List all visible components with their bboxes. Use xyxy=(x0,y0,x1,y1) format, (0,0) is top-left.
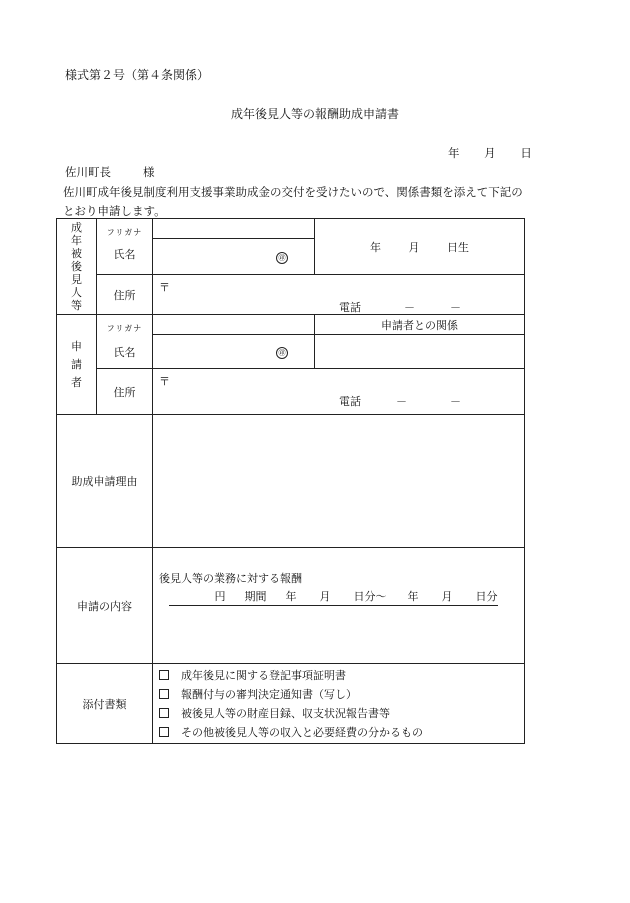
ward-phone-dash1: － xyxy=(404,301,415,314)
attachment-item[interactable]: 報酬付与の審判決定通知書（写し） xyxy=(153,685,524,704)
ward-address-field[interactable] xyxy=(153,275,525,315)
addressee xyxy=(65,164,155,180)
ward-furigana-label: フリガナ xyxy=(106,228,143,237)
vertical-label-char: 見 xyxy=(71,273,82,286)
attachment-item[interactable]: 成年後見に関する登記事項証明書 xyxy=(153,666,524,685)
intro-text: 佐川町成年後見制度利用支援事業助成金の交付を受けたいので、関係書類を添えて下記のとおり申請します。 xyxy=(63,185,523,218)
addressee-honorific: 様 xyxy=(143,165,155,179)
applicant-furigana-field[interactable] xyxy=(153,315,315,335)
ward-phone-dash2: － xyxy=(450,301,461,314)
applicant-phone-label: 電話 xyxy=(339,395,361,408)
birth-year: 年 xyxy=(370,240,381,254)
vertical-label-char: 等 xyxy=(71,299,82,312)
vertical-label-char: 被 xyxy=(71,247,82,260)
attachment-item[interactable]: その他被後見人等の収入と必要経費の分かるもの xyxy=(153,723,524,742)
attachment-item[interactable]: 被後見人等の財産目録、収支状況報告書等 xyxy=(153,704,524,723)
content-month1: 月 xyxy=(319,590,331,603)
checkbox-icon[interactable] xyxy=(159,708,169,718)
ward-name-field[interactable] xyxy=(153,239,315,275)
reason-field[interactable] xyxy=(153,415,525,548)
attachments-label: 添付書類 xyxy=(57,664,153,744)
content-day1: 日分～ xyxy=(353,590,387,603)
applicant-address-label: 住所 xyxy=(97,369,153,415)
form-number: 様式第２号（第４条関係） xyxy=(65,68,210,82)
date-day: 日 xyxy=(520,146,532,160)
attachments-list xyxy=(153,664,525,744)
application-form-table xyxy=(56,218,525,744)
relation-label: 申請者との関係 xyxy=(315,315,525,335)
content-yen: 円 xyxy=(214,590,226,603)
birth-day: 日生 xyxy=(447,240,469,254)
applicant-name-field[interactable] xyxy=(153,335,315,369)
content-year1: 年 xyxy=(285,590,297,603)
content-day2: 日分 xyxy=(475,590,498,603)
ward-furigana-field[interactable] xyxy=(153,219,315,239)
vertical-label-char: 成 xyxy=(71,221,82,234)
vertical-label-char: 請 xyxy=(71,358,82,371)
applicant-address-field[interactable] xyxy=(153,369,525,415)
ward-phone xyxy=(339,299,461,315)
addressee-name: 佐川町長 xyxy=(65,165,111,179)
ward-postal-mark: 〒 xyxy=(159,281,170,294)
vertical-label-char: 者 xyxy=(71,376,82,389)
checkbox-icon[interactable] xyxy=(159,689,169,699)
ward-phone-label: 電話 xyxy=(339,301,361,314)
ward-seal-mark: ㊞ xyxy=(276,252,288,264)
ward-birthdate[interactable] xyxy=(315,219,525,275)
relation-field[interactable] xyxy=(315,335,525,369)
applicant-name-label-cell xyxy=(97,315,153,369)
document-title: 成年後見人等の報酬助成申請書 xyxy=(230,107,399,121)
content-line1: 後見人等の業務に対する報酬 xyxy=(159,572,302,585)
reason-label: 助成申請理由 xyxy=(57,415,153,548)
checkbox-icon[interactable] xyxy=(159,727,169,737)
vertical-label-char: 人 xyxy=(71,286,82,299)
applicant-postal-mark: 〒 xyxy=(159,375,170,388)
date-month: 月 xyxy=(484,146,496,160)
vertical-label-char: 後 xyxy=(71,260,82,273)
content-label: 申請の内容 xyxy=(57,548,153,664)
ward-name-label-cell xyxy=(97,219,153,275)
applicant-name-label: 氏名 xyxy=(113,346,136,359)
content-year2: 年 xyxy=(407,590,419,603)
ward-name-label: 氏名 xyxy=(113,248,136,261)
content-field[interactable] xyxy=(153,548,525,664)
applicant-phone-dash1: － xyxy=(396,395,407,408)
vertical-label-char: 年 xyxy=(71,234,82,247)
content-period: 期間 xyxy=(244,590,267,603)
vertical-label-char: 申 xyxy=(71,340,82,353)
ward-address-label: 住所 xyxy=(97,275,153,315)
applicant-phone xyxy=(339,393,461,409)
date-year: 年 xyxy=(448,146,460,160)
birth-month: 月 xyxy=(408,240,420,254)
ward-section-label xyxy=(57,219,97,315)
applicant-section-label xyxy=(57,315,97,415)
applicant-phone-dash2: － xyxy=(450,395,461,408)
content-month2: 月 xyxy=(441,590,453,603)
date-line xyxy=(448,145,532,161)
content-line2 xyxy=(169,588,498,606)
applicant-seal-mark: ㊞ xyxy=(276,347,288,359)
applicant-furigana-label: フリガナ xyxy=(106,324,143,333)
checkbox-icon[interactable] xyxy=(159,670,169,680)
